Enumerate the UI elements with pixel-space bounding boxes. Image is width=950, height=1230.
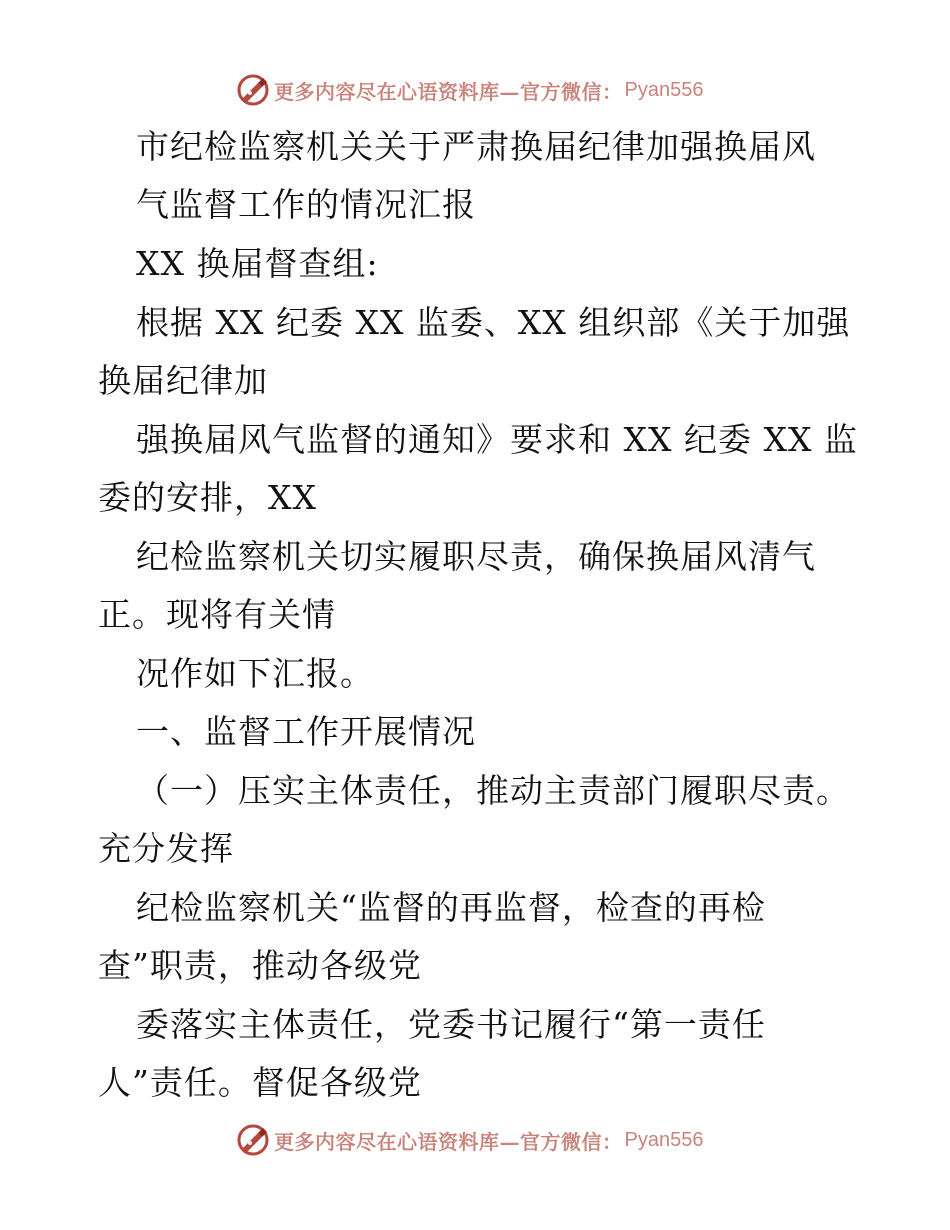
watermark-wechat-id: Pyan556 xyxy=(624,1128,704,1151)
watermark-text: 更多内容尽在心语资料库—官方微信： xyxy=(274,79,623,104)
body-line: 查”职责，推动各级党 xyxy=(98,946,422,985)
body-line: 委的安排，XX xyxy=(98,478,317,517)
watermark-wechat-id: Pyan556 xyxy=(624,78,704,101)
body-line: 人”责任。督促各级党 xyxy=(98,1063,422,1102)
title-line-2: 气监督工作的情况汇报 xyxy=(136,185,476,224)
section-heading: 一、监督工作开展情况 xyxy=(136,712,476,751)
pen-nib-logo-icon xyxy=(236,73,270,107)
body-line: 强换届风气监督的通知》要求和 XX 纪委 XX 监 xyxy=(136,420,858,459)
salutation-line: XX 换届督查组: xyxy=(136,244,379,283)
body-line: 正。现将有关情 xyxy=(98,595,336,634)
body-line: 充分发挥 xyxy=(98,829,234,868)
header-watermark xyxy=(236,72,703,108)
body-line: 纪检监察机关“监督的再监督，检查的再检 xyxy=(136,888,766,927)
title-line-1: 市纪检监察机关关于严肃换届纪律加强换届风 xyxy=(136,127,816,166)
subsection-heading: （一）压实主体责任，推动主责部门履职尽责。 xyxy=(136,771,850,810)
footer-watermark xyxy=(236,1122,703,1158)
watermark-text: 更多内容尽在心语资料库—官方微信： xyxy=(274,1129,623,1154)
body-line: 根据 XX 纪委 XX 监委、XX 组织部《关于加强 xyxy=(136,303,851,342)
pen-nib-logo-icon xyxy=(236,1123,270,1157)
body-line: 纪检监察机关切实履职尽责，确保换届风清气 xyxy=(136,537,816,576)
body-line: 换届纪律加 xyxy=(98,361,268,400)
body-line: 委落实主体责任，党委书记履行“第一责任 xyxy=(136,1005,766,1044)
body-line: 况作如下汇报。 xyxy=(136,654,374,693)
